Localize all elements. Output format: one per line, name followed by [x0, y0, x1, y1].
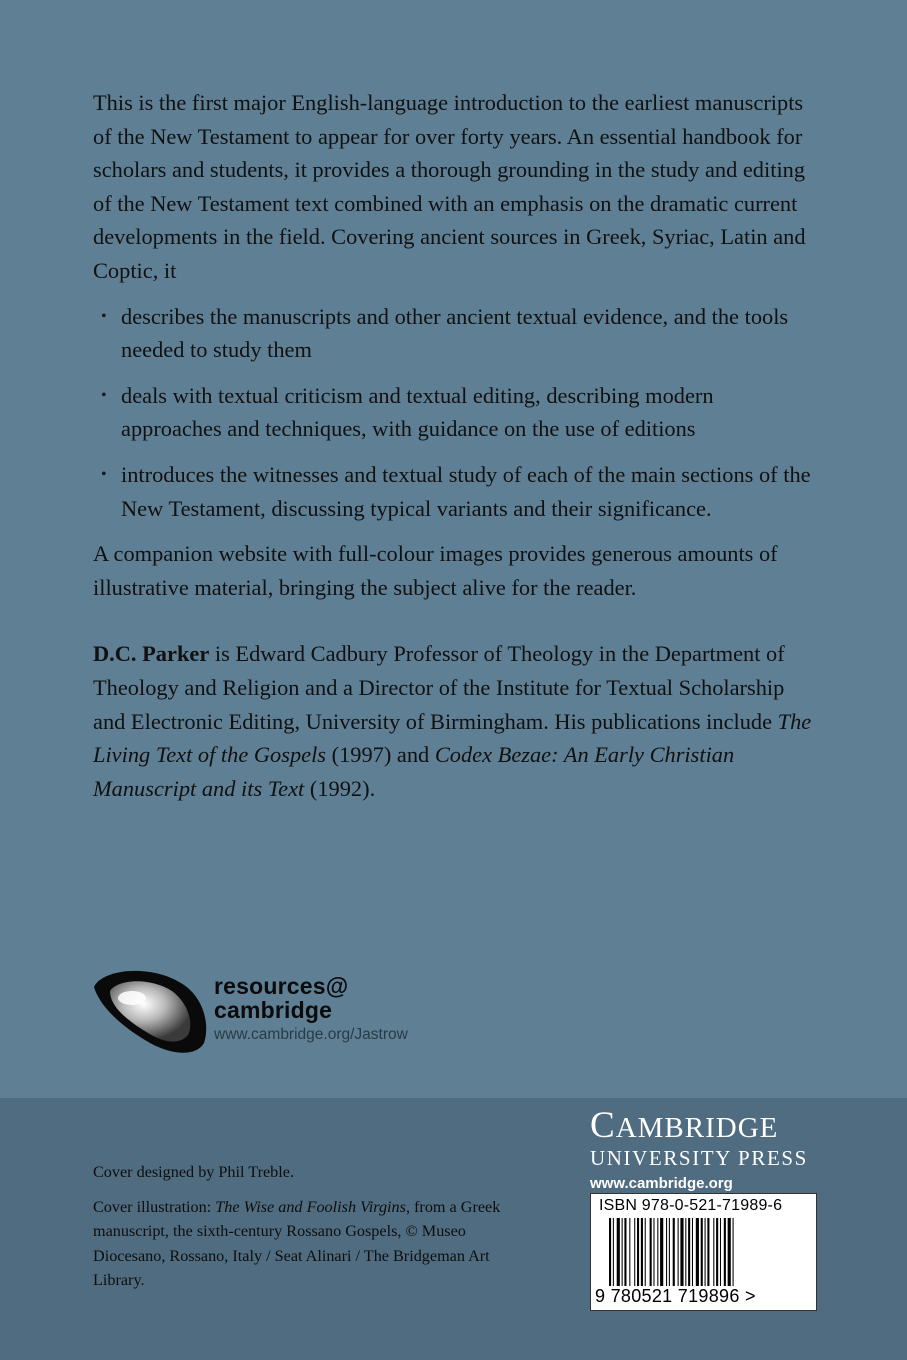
- book-title: The Living Text of the Gospels: [93, 708, 812, 768]
- list-item-text: deals with textual criticism and textual editing, describing modern approaches and techniques, with guidance on the use of editions: [121, 382, 714, 442]
- barcode-bar: [645, 1218, 646, 1286]
- companion-website-text: A companion website with full-colour images provides generous amounts of illustrative material, bringing the subject alive for the reader.: [93, 541, 778, 600]
- illustration-credit-rest: , from a Greek manuscript, the sixth-century Rossano Gospels, © Museo Diocesano, Rossano, Italy / Seat Alinari / The Bridgeman Art Library.: [93, 1197, 501, 1289]
- barcode-bar: [685, 1218, 686, 1286]
- list-item-text: describes the manuscripts and other ancient textual evidence, and the tools needed to study them: [121, 303, 789, 363]
- book-title: Codex Bezae: An Early Christian Manuscript and its Text: [93, 742, 735, 801]
- illustration-credit: [93, 1195, 533, 1293]
- back-cover-text: [93, 86, 813, 805]
- resources-url[interactable]: www.cambridge.org/Jastrow: [214, 1026, 408, 1043]
- publisher-subtitle: UNIVERSITY PRESS: [590, 1146, 808, 1170]
- eye-logo-icon: [92, 965, 212, 1055]
- author-bio-part: (1997) and: [326, 742, 435, 768]
- resources-subheading: cambridge: [214, 997, 333, 1023]
- barcode-bar: [716, 1218, 718, 1286]
- bullet-icon: •: [101, 307, 107, 325]
- publisher-name-rest: AMBRIDGE: [615, 1112, 779, 1144]
- cover-credits: [93, 1160, 533, 1303]
- author-bio: [93, 637, 813, 805]
- list-item: [93, 379, 813, 446]
- barcode-bar: [713, 1218, 714, 1286]
- resources-logo: [92, 965, 452, 1055]
- barcode-bar: [657, 1218, 658, 1286]
- list-item-text: introduces the witnesses and textual study of each of the main sections of the New Testament, discussing typical variants and their significance.: [121, 461, 811, 521]
- barcode-bar: [707, 1218, 709, 1286]
- barcode-bar: [705, 1218, 706, 1286]
- publisher-initial: C: [590, 1105, 616, 1146]
- barcode-bar: [660, 1218, 663, 1286]
- isbn-number: ISBN 978-0-521-71989-6: [599, 1197, 783, 1214]
- publisher-name: [590, 1106, 830, 1148]
- barcode-bar: [678, 1218, 679, 1286]
- barcode-bar: [641, 1218, 643, 1286]
- barcode-bar: [733, 1218, 734, 1286]
- illustration-title: The Wise and Foolish Virgins: [215, 1197, 406, 1216]
- barcode-bar: [637, 1218, 639, 1286]
- barcode-bars-icon: [609, 1218, 801, 1286]
- resources-heading: resources@: [214, 973, 349, 999]
- barcode: [590, 1193, 817, 1311]
- designer-credit: Cover designed by Phil Treble.: [93, 1163, 294, 1181]
- list-item: [93, 300, 813, 367]
- illustration-credit-prefix: Cover illustration:: [93, 1197, 216, 1216]
- barcode-bar: [696, 1218, 699, 1286]
- barcode-bar: [701, 1218, 703, 1286]
- author-name: D.C. Parker: [93, 641, 210, 667]
- ean-number: 9 780521 719896 >: [595, 1286, 756, 1306]
- barcode-bar: [622, 1218, 623, 1286]
- barcode-bar: [653, 1218, 654, 1286]
- feature-list: [93, 300, 813, 526]
- barcode-bar: [666, 1218, 667, 1286]
- barcode-bar: [720, 1218, 721, 1286]
- description-intro: This is the first major English-language introduction to the earliest manuscripts of the New Testament to appear for over forty years. An essential handbook for scholars and students, it provides a thorough grounding in the study and editing of the New Testament text combined with an emphasis on the dramatic current developments in the field. Covering ancient sources in Greek, Syriac, Latin and Coptic, it: [93, 90, 806, 283]
- list-item: [93, 458, 813, 525]
- barcode-bar: [624, 1218, 626, 1286]
- barcode-bar: [688, 1218, 690, 1286]
- barcode-bar: [617, 1218, 620, 1286]
- author-bio-part: (1992).: [304, 775, 376, 801]
- author-bio-part: is Edward Cadbury Professor of Theology in the Department of Theology and Religion and a Director of the Institute for Textual Scholarship and Electronic Editing, University of Birmingham. His publications include: [93, 641, 785, 734]
- barcode-bar: [613, 1218, 614, 1286]
- barcode-bar: [728, 1218, 731, 1286]
- barcode-bar: [669, 1218, 670, 1286]
- barcode-bar: [629, 1218, 630, 1286]
- bullet-icon: •: [101, 465, 107, 483]
- barcode-bar: [673, 1218, 675, 1286]
- bullet-icon: •: [101, 386, 107, 404]
- barcode-bar: [634, 1218, 635, 1286]
- barcode-bar: [609, 1218, 611, 1286]
- barcode-bar: [692, 1218, 693, 1286]
- publisher-logo: [590, 1106, 830, 1192]
- barcode-bar: [680, 1218, 683, 1286]
- publisher-url[interactable]: www.cambridge.org: [590, 1175, 733, 1192]
- barcode-bar: [724, 1218, 726, 1286]
- barcode-bar: [650, 1218, 652, 1286]
